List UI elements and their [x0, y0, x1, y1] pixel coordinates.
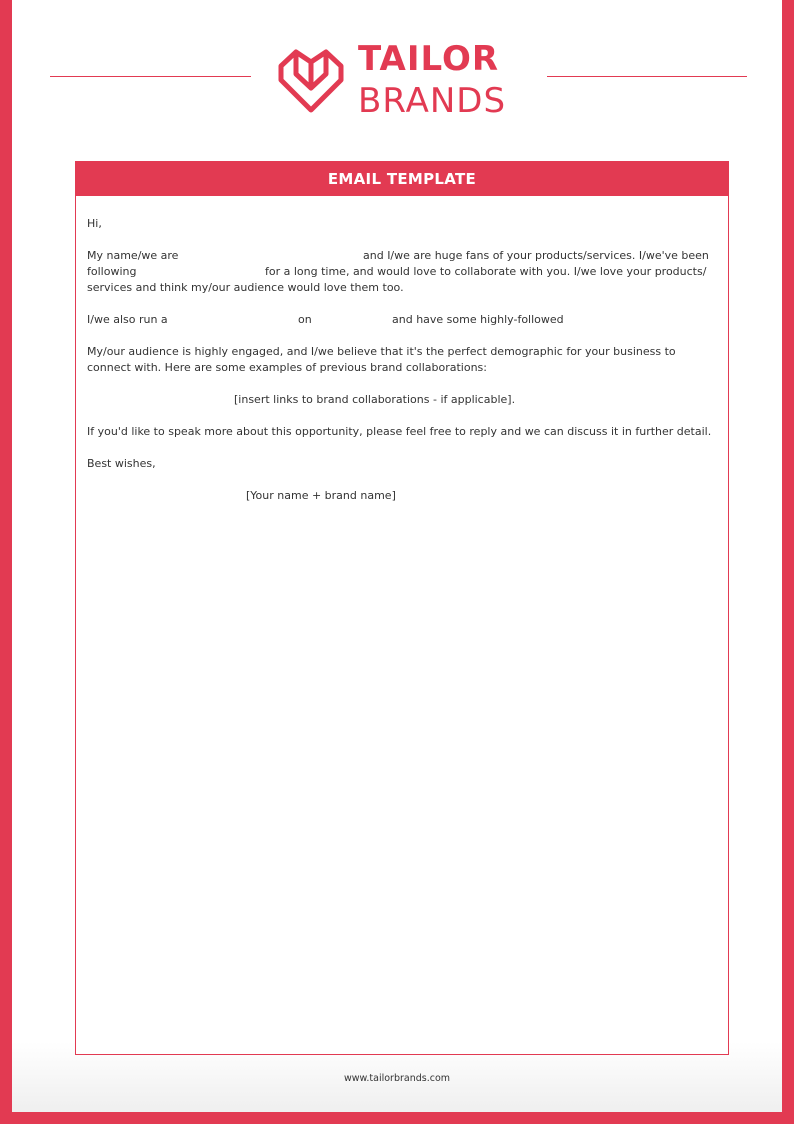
paragraph-closing: If you'd like to speak more about this opportunity, please feel free to reply and we can discuss it in further detail.: [87, 425, 712, 438]
heart-pencil-logo-icon: [276, 44, 346, 114]
channels-followed-text: and have some highly-followed: [392, 313, 564, 326]
intro-following-label: following: [87, 265, 137, 278]
greeting-text: Hi,: [87, 217, 102, 230]
intro-collaborate-text: for a long time, and would love to collaborate with you. I/we love your products/: [265, 265, 707, 278]
footer-website-link[interactable]: www.tailorbrands.com: [343, 1073, 451, 1084]
email-template-box: [75, 161, 729, 1055]
header-rule-right: [547, 76, 747, 77]
intro-name-label: My name/we are: [87, 249, 179, 262]
links-placeholder: [insert links to brand collaborations - if applicable].: [234, 393, 516, 406]
email-template-title: EMAIL TEMPLATE: [76, 162, 728, 196]
header-rule-left: [50, 76, 251, 77]
brand-name-top: TAILOR: [358, 39, 500, 79]
audience-line-1: My/our audience is highly engaged, and I/we believe that it's the perfect demographic for your business to: [87, 345, 676, 358]
channels-run-label: I/we also run a: [87, 313, 168, 326]
intro-fans-text: and I/we are huge fans of your products/services. I/we've been: [363, 249, 709, 262]
signature-placeholder: [Your name + brand name]: [246, 489, 396, 502]
document-page: [12, 0, 782, 1112]
brand-name-bottom: BRANDS: [358, 81, 507, 121]
paragraph-audience: [87, 344, 716, 376]
paragraph-intro: [87, 248, 716, 296]
channels-on-label: on: [298, 313, 312, 326]
intro-audience-text: services and think my/our audience would love them too.: [87, 281, 404, 294]
sign-off-text: Best wishes,: [87, 457, 156, 470]
paragraph-channels: [87, 312, 716, 328]
audience-line-2: connect with. Here are some examples of previous brand collaborations:: [87, 361, 487, 374]
